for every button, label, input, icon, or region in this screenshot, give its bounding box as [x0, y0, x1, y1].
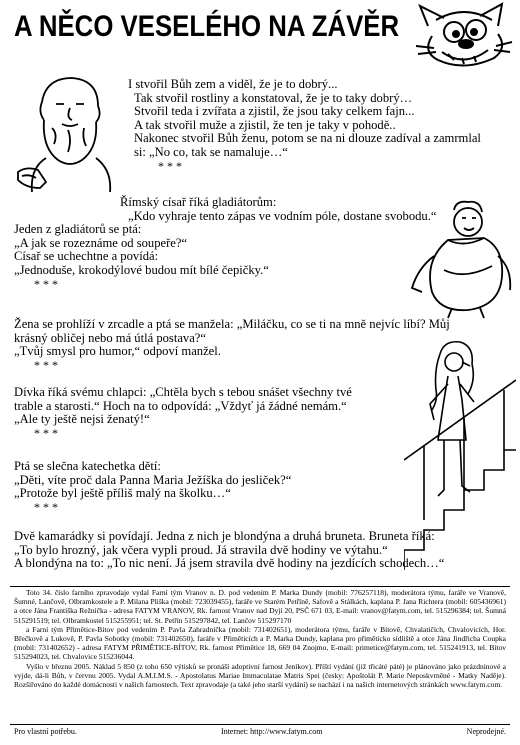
separator: * * * — [34, 276, 58, 291]
joke-gladiators — [14, 196, 436, 291]
joke-line: „Děti, víte proč dala Panna Maria Ježíška do jesliček?“ — [14, 472, 292, 487]
joke-line: „Ale ty ještě nejsi ženatý!“ — [14, 412, 150, 427]
cartoon-cat-icon — [414, 2, 514, 74]
footer-left: Pro vlastní potřebu. — [14, 727, 77, 736]
joke-line: Stvořil teda i zvířata a zjistil, že jsou taky celkem fajn... — [134, 104, 415, 119]
joke-line: „To bylo hrozný, jak včera vypli proud. Já stravila dvě hodiny ve výtahu.“ — [14, 542, 388, 557]
joke-escalator — [14, 530, 444, 571]
imprint-paragraph: a Farní tým Přimětice-Bítov pod vedením P. Pavla Zahradníčka (mobil: 731402651), moderátora týmu, faráře v Bítově, Chvalatičích, Chvalovicích, Hor. Břečkově a Lukově, P. Pavla Sobotky (mobil: 731402650), faráře v Přiměticích a P. Marka Dundy, kaplana pro přiměticko sídliště a otce Jána Jindřicha Coupka (mobil: 731402652) - adresa FATYM PŘIMĚTICE-BÍTOV, Rk. farnost Přimětice 18, 669 04 Znojmo, E-mail: primetice@fatym.com, tel. 515241913, tel. Bítov 515294023, tel. Chvalovice 515236044. — [14, 624, 506, 662]
joke-line: Římský císař říká gladiátorům: — [120, 195, 277, 209]
imprint — [14, 588, 506, 689]
joke-line: „Jednoduše, krokodýlové budou mít bílé čepičky.“ — [14, 262, 269, 277]
joke-line: si: „No co, tak se namaluje…“ — [134, 144, 288, 159]
footer-website[interactable]: Internet: http://www.fatym.com — [221, 727, 323, 736]
joke-line: Nakonec stvořil Bůh ženu, potom se na ni dlouze zadíval a zamrmlal — [134, 131, 481, 146]
imprint-paragraph: Toto 34. číslo farního zpravodaje vydal Farní tým Vranov n. D. pod vedením P. Marka Dundy (mobil: 776257118), moderátora týmu, faráře ve Vranově, Šumné, Lančově, Olbramkostele a P. Milana Pliška (mobil: 723039455), faráře ve Starém Petříně, Safově a Stálkách, kaplana P. Jana Richtera (mobil: 605436961) a otce Jána Františka Režnička - adresa FATYM VRANOV, Rk. farnost Vranov nad Dyjí 20, PSČ 671 03, E-mail: vranov@fatym.com, tel. 515296384; tel. Šumná 515291519; tel. Olbramkostel 515255951; tel. St. Petřín 515297842, tel. Lančov 515297170 — [14, 588, 506, 625]
divider — [10, 586, 510, 587]
joke-line: A tak stvořil muže a zjistil, že ten je taky v pohodě.. — [134, 117, 396, 132]
old-man-icon — [12, 72, 120, 192]
joke-line: krásný obličej nebo má útlá postava?“ — [14, 330, 206, 345]
footer-right: Neprodejné. — [466, 727, 506, 736]
joke-line: Císař se uchechtne a povídá: — [14, 249, 159, 264]
joke-line: I stvořil Bůh zem a viděl, že je to dobrý... — [128, 77, 338, 91]
separator: * * * — [34, 425, 58, 440]
joke-line: „Tvůj smysl pro humor,“ odpoví manžel. — [14, 344, 221, 359]
joke-line: Žena se prohlíží v zrcadle a ptá se manžela: „Miláčku, co se ti na mně nejvíc líbí? Můj — [14, 317, 450, 331]
joke-line: „A jak se rozeznáme od soupeře?“ — [14, 235, 188, 250]
separator: * * * — [34, 357, 58, 372]
joke-line: Jeden z gladiátorů se ptá: — [14, 222, 142, 237]
joke-troubles — [14, 386, 352, 440]
joke-line: Dívka říká svému chlapci: „Chtěla bych s tebou snášet všechny tvé — [14, 385, 352, 399]
divider — [10, 724, 510, 725]
joke-line: Tak stvořil rostliny a konstatoval, že je to taky dobrý… — [134, 90, 413, 105]
imprint-paragraph: Vyšlo v březnu 2005. Náklad 5 850 (z toho 650 výtisků se pronáší adoptivní farnost Jeníkov). Příští vydání (již třicáté páté) je plánováno jako prázdninové a vyjde, dá-li Bůh, v červnu 2005. Vydal A.M.I.M.S. - Apostolatus Mariae Immaculatae Matris Spei (česky: Apoštolát P. Marie Neposkvrněné - Matky Naděje). Rozšiřováno do každé domácnosti v našich farnostech. Text zpravodaje (a také jeho starší vydání) se nachází i na našich internetových stránkách www.fatym.com. — [14, 661, 506, 690]
joke-line: A blondýna na to: „To nic není. Já jsem stravila dvě hodiny na jezdících schodech…“ — [14, 556, 445, 571]
joke-mirror — [14, 318, 450, 372]
joke-manger — [14, 460, 291, 514]
joke-line: „Protože byl ještě příliš malý na školku…“ — [14, 486, 231, 501]
joke-creation — [128, 78, 481, 173]
joke-line: Ptá se slečna katechetka dětí: — [14, 459, 161, 473]
separator: * * * — [158, 158, 182, 173]
joke-line: trable a starosti.“ Hoch na to odpovídá: „Vždyť já žádné nemám.“ — [14, 398, 347, 413]
joke-line: „Kdo vyhraje tento zápas ve vodním póle, dostane svobodu.“ — [128, 208, 437, 223]
page-title: A NĚCO VESELÉHO NA ZÁVĚR — [14, 10, 400, 43]
separator: * * * — [34, 499, 58, 514]
footer — [14, 727, 506, 736]
joke-line: Dvě kamarádky si povídají. Jedna z nich je blondýna a druhá bruneta. Bruneta říká: — [14, 529, 435, 543]
